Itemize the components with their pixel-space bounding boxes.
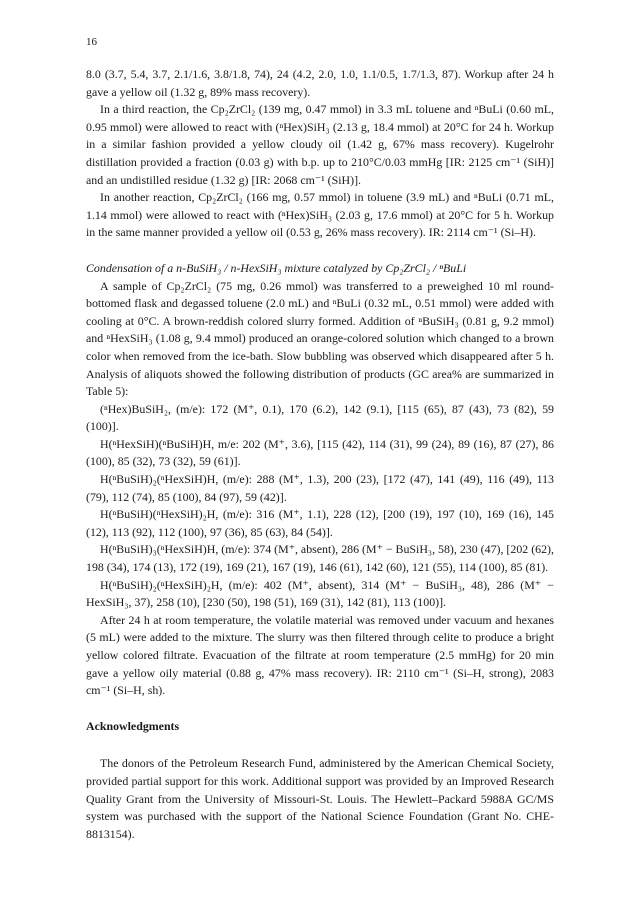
spectrum-entry: H(ⁿBuSiH)₂(ⁿHexSiH)₂H, (m/e): 402 (M⁺, absent), 314 (M⁺ − BuSiH₃, 48), 286 (M⁺ − HexSiH₃, 37), 258 (10), [230 (50), 198 (51), 169 (31), 142 (81), 113 (100)]. <box>86 577 554 610</box>
acknowledgments-text: The donors of the Petroleum Research Fund, administered by the American Chemical Society, provided partial support for this work. Additional support was provided by an Improved Research Quality Grant from the University of Missouri-St. Louis. The Hewlett–Packard 5988A GC/MS system was purchased with the support of the National Science Foundation (Grant No. CHE-8813154). <box>86 756 554 841</box>
spectrum-entry: H(ⁿBuSiH)(ⁿHexSiH)₂H, (m/e): 316 (M⁺, 1.1), 228 (12), [200 (19), 197 (10), 169 (16), 145 (12), 113 (92), 112 (100), 97 (36), 85 (63), 84 (54)]. <box>86 507 554 539</box>
section-heading: Condensation of a n-BuSiH₃ / n-HexSiH₃ mixture catalyzed by Cp₂ZrCl₂ / ⁿBuLi <box>86 260 467 275</box>
paragraph-third-reaction: In a third reaction, the Cp₂ZrCl₂ (139 mg, 0.47 mmol) in 3.3 mL toluene and ⁿBuLi (0.60 mL, 0.95 mmol) were allowed to react with (ⁿHex)SiH₃ (2.13 g, 18.4 mmol) at 20°C for 24 h. Workup in a similar fashion provided a yellow cloudy oil (1.42 g, 67% mass recovery). Kugelrohr distillation provided a fraction (0.03 g) with b.p. up to 210°C/0.03 mmHg [IR: 2125 cm⁻¹ (SiH)] and an undistilled residue (1.32 g) [IR: 2068 cm⁻¹ (SiH)]. <box>86 102 554 187</box>
spectrum-entry: H(ⁿBuSiH)₃(ⁿHexSiH)H, (m/e): 374 (M⁺, absent), 286 (M⁺ − BuSiH₃, 58), 230 (47), [202 (62), 198 (34), 174 (13), 172 (19), 169 (21), 167 (19), 146 (61), 142 (60), 121 (55), 114 (100), 85 (81). <box>86 542 554 575</box>
paragraph-workup: After 24 h at room temperature, the volatile material was removed under vacuum and hexanes (5 mL) were added to the mixture. The slurry was then filtered through celite to produce a bright yellow colored filtrate. Evacuation of the filtrate at room temperature (2.5 mmHg) for 20 min gave a yellow oily material (0.88 g, 47% mass recovery). IR: 2110 cm⁻¹ (Si–H, strong), 2083 cm⁻¹ (Si–H, sh). <box>86 612 554 698</box>
page-number: 16 <box>86 36 97 48</box>
acknowledgments-heading: Acknowledgments <box>86 718 180 733</box>
paragraph-continuation: 8.0 (3.7, 5.4, 3.7, 2.1/1.6, 3.8/1.8, 74), 24 (4.2, 2.0, 1.0, 1.1/0.5, 1.7/1.3, 87). Workup after 24 h gave a yellow oil (1.32 g, 89% mass recovery). <box>86 67 554 99</box>
paragraph-condensation-procedure: A sample of Cp₂ZrCl₂ (75 mg, 0.26 mmol) was transferred to a preweighed 10 ml round-bottomed flask and degassed toluene (2.0 mL) and ⁿBuLi (0.32 mL, 0.51 mmol) were added with cooling at 0°C. A brown-reddish colored slurry formed. Addition of ⁿBuSiH₃ (0.81 g, 9.2 mmol) and ⁿHexSiH₃ (1.08 g, 9.4 mmol) produced an orange-colored solution which changed to a brown color when removed from the ice-bath. Slow bubbling was observed which disappeared after 5 h. Analysis of aliquots showed the following distribution of products (GC area% are summarized in Table 5): <box>86 278 554 399</box>
spectrum-entry: H(ⁿBuSiH)₂(ⁿHexSiH)H, (m/e): 288 (M⁺, 1.3), 200 (23), [172 (47), 141 (49), 116 (49), 113 (79), 112 (74), 85 (100), 84 (97), 59 (42)]. <box>86 472 554 504</box>
document-body <box>86 66 554 843</box>
spectrum-entry: (ⁿHex)BuSiH₂, (m/e): 172 (M⁺, 0.1), 170 (6.2), 142 (9.1), [115 (65), 87 (43), 73 (82), 59 (100)]. <box>86 401 554 434</box>
spectrum-entry: H(ⁿHexSiH)(ⁿBuSiH)H, m/e: 202 (M⁺, 3.6), [115 (42), 114 (31), 99 (24), 89 (16), 87 (27), 86 (100), 85 (32), 73 (32), 59 (61)]. <box>86 436 554 469</box>
paragraph-another-reaction: In another reaction, Cp₂ZrCl₂ (166 mg, 0.57 mmol) in toluene (3.9 mL) and ⁿBuLi (0.71 mL, 1.14 mmol) were allowed to react with (ⁿHex)SiH₃ (2.03 g, 17.6 mmol) at 20°C for 5 h. Workup in the same manner provided a yellow oil (0.53 g, 26% mass recovery). IR: 2114 cm⁻¹ (Si–H). <box>86 190 554 240</box>
